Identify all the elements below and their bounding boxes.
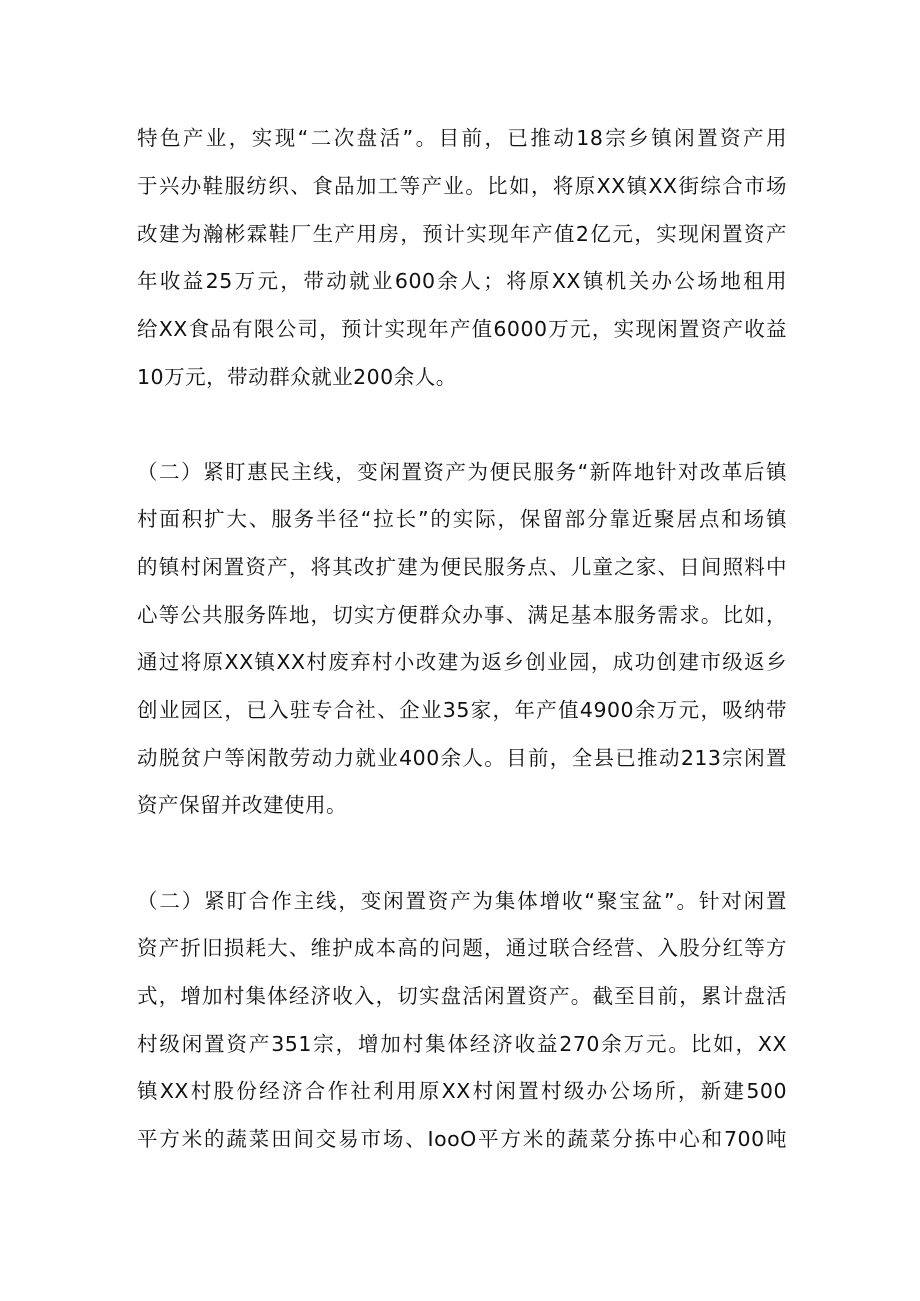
text-line: 于兴办鞋服纺织、食品加工等产业。比如，将原XX镇XX街综合市场 (137, 174, 787, 198)
text-line: （二）紧盯合作主线，变闲置资产为集体增收“聚宝盆”。针对闲置 (137, 889, 787, 913)
text-line: 特色产业，实现“二次盘活”。目前，已推动18宗乡镇闲置资产用 (137, 126, 787, 150)
text-line: 创业园区，已入驻专合社、企业35家，年产值4900余万元，吸纳带 (137, 698, 787, 722)
text-line: 给XX食品有限公司，预计实现年产值6000万元，实现闲置资产收益 (137, 317, 787, 341)
text-line: （二）紧盯惠民主线，变闲置资产为便民服务“新阵地针对改革后镇 (137, 460, 787, 484)
text-line: 的镇村闲置资产，将其改扩建为便民服务点、儿童之家、日间照料中 (137, 555, 787, 579)
text-line: 式，增加村集体经济收入，切实盘活闲置资产。截至目前，累计盘活 (137, 984, 787, 1008)
text-line: 改建为瀚彬霖鞋厂生产用房，预计实现年产值2亿元，实现闲置资产 (137, 222, 787, 246)
text-line: 通过将原XX镇XX村废弃村小改建为返乡创业园，成功创建市级返乡 (137, 650, 787, 674)
text-line: 动脱贫户等闲散劳动力就业400余人。目前，全县已推动213宗闲置 (137, 746, 787, 770)
text-line: 资产保留并改建使用。 (137, 793, 347, 817)
text-line: 资产折旧损耗大、维护成本高的问题，通过联合经营、入股分红等方 (137, 936, 787, 960)
text-line: 平方米的蔬菜田间交易市场、IooO平方米的蔬菜分拣中心和700吨 (137, 1127, 787, 1151)
text-line: 村级闲置资产351宗，增加村集体经济收益270余万元。比如，XX (137, 1032, 787, 1056)
text-line: 年收益25万元，带动就业600余人；将原XX镇机关办公场地租用 (137, 269, 787, 293)
text-line: 村面积扩大、服务半径“拉长”的实际，保留部分靠近聚居点和场镇 (137, 507, 787, 531)
text-line: 10万元，带动群众就业200余人。 (137, 365, 457, 389)
text-line: 镇XX村股份经济合作社利用原XX村闲置村级办公场所，新建500 (137, 1079, 787, 1103)
text-line: 心等公共服务阵地，切实方便群众办事、满足基本服务需求。比如， (137, 603, 787, 627)
